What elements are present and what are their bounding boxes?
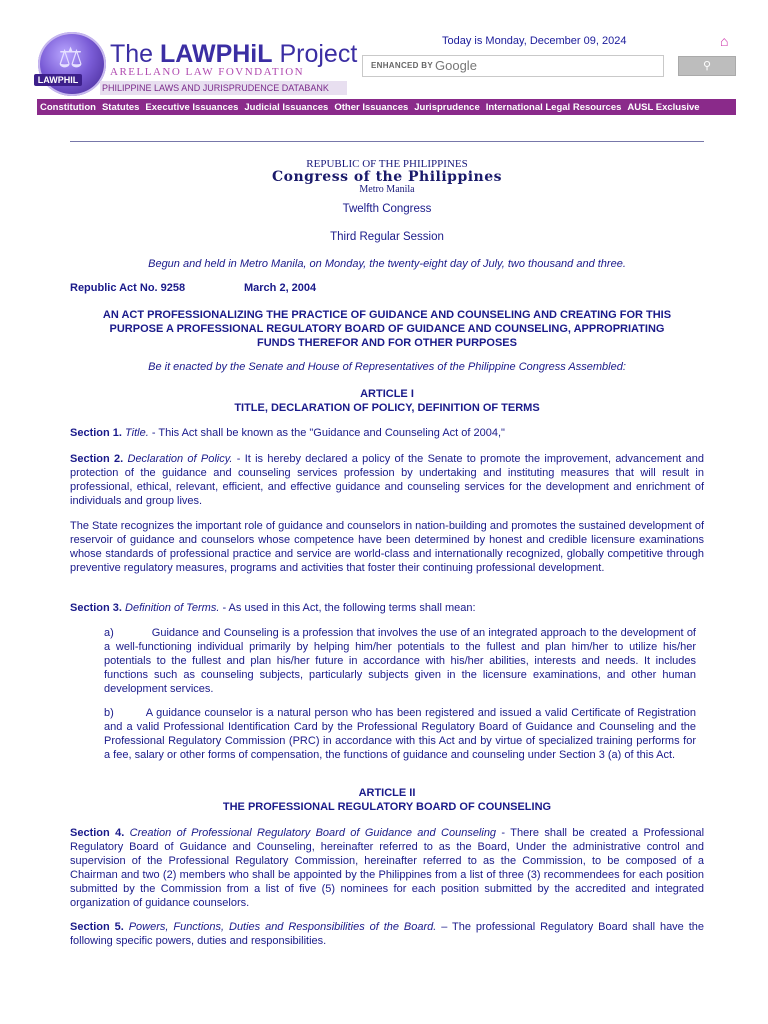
nav-item-statutes[interactable]: Statutes	[101, 101, 140, 113]
section-2	[70, 452, 704, 508]
congress-number: Twelfth Congress	[342, 203, 432, 215]
site-title[interactable]	[110, 40, 357, 68]
section-2-title: Declaration of Policy.	[127, 453, 233, 465]
metro-heading: Metro Manila	[359, 184, 415, 195]
section-1-text: - This Act shall be known as the "Guidance and Counseling Act of 2004,"	[148, 427, 505, 439]
main-nav	[37, 99, 736, 115]
section-3-item-b-text: A guidance counselor is a natural person who has been registered and issued a valid Certificate of Registration and a valid Professional Identification Card by the Professional Regulatory Board of Guidance and Counseling and the Professional Regulatory Commission (PRC) in accordance with this Act and by virtue of specialized training performs for a fee, salary or other forms of compensation, the functions of guidance and counseling under Section 3 (a) of this Act.	[104, 707, 696, 761]
section-1-label: Section 1.	[70, 427, 122, 439]
article-1-title: TITLE, DECLARATION OF POLICY, DEFINITION OF TERMS	[234, 402, 540, 414]
article-2-heading: ARTICLE II	[358, 787, 416, 799]
nav-item-international-legal-resources[interactable]: International Legal Resources	[485, 101, 622, 113]
republic-heading: REPUBLIC OF THE PHILIPPINES	[306, 158, 468, 170]
section-1	[70, 426, 704, 440]
section-2-label: Section 2.	[70, 453, 124, 465]
section-3-label: Section 3.	[70, 602, 122, 614]
section-3-item-b	[104, 706, 696, 762]
section-2-paragraph-2: The State recognizes the important role of guidance and counselors in nation-building and promotes the sustained development of reservoir of guidance and counselors whose competence have been determined by honest and credible licensure examinations whose standards of professional practice and service are world-class and internationally recognized, globally competitive through preventive regulatory measures, programs and activities that foster their continuing professional development.	[70, 520, 704, 574]
article-1-heading: ARTICLE I	[360, 388, 414, 400]
section-4-label: Section 4.	[70, 827, 125, 839]
lawphil-logo[interactable]	[38, 32, 106, 96]
nav-item-jurisprudence[interactable]: Jurisprudence	[414, 101, 480, 113]
search-input[interactable]	[362, 55, 664, 77]
section-1-title: Title.	[125, 427, 149, 439]
enacting-clause: Be it enacted by the Senate and House of Representatives of the Philippine Congress Assembled:	[148, 361, 626, 373]
section-4-title: Creation of Professional Regulatory Board of Guidance and Counseling	[129, 827, 497, 839]
nav-item-executive-issuances[interactable]: Executive Issuances	[145, 101, 239, 113]
divider	[70, 141, 704, 142]
databank-label: PHILIPPINE LAWS AND JURISPRUDENCE DATABANK	[100, 81, 347, 95]
act-title: AN ACT PROFESSIONALIZING THE PRACTICE OF GUIDANCE AND COUNSELING AND CREATING FOR THIS PURPOSE A PROFESSIONAL REGULATORY BOARD OF GUIDANCE AND COUNSELING, APPROPRIATING FUNDS THEREFOR AND FOR OTHER PURPOSES	[102, 309, 672, 349]
section-2-text: - It is hereby declared a policy of the Senate to promote the improvement, advancement and protection of the guidance and counseling services profession by undertaking and instituting measures that will result in professional, ethical, relevant, efficient, and effective guidance and counseling services for the development and enrichment of individuals and group lives.	[70, 453, 704, 507]
foundation-name: ARELLANO LAW FOVNDATION	[110, 66, 305, 78]
republic-act-date: March 2, 2004	[244, 282, 317, 294]
current-date: Today is Monday, December 09, 2024	[442, 35, 627, 47]
section-3-item-a-text: Guidance and Counseling is a profession that involves the use of an integrated approach to the development of a well-functioning individual primarily by helping him/her potentials to the fullest and plan him/her to utilize his/her potentials to the fullest and plan his/her future in accordance with his/her abilities, interests and needs. It includes functions such as counseling subjects, particularly subjects given in the licensure examinations, and other human development services.	[104, 627, 696, 695]
site-title-bold: LAWPHiL	[160, 40, 273, 68]
section-5-text: – The professional Regulatory Board shall have the following specific powers, duties and responsibilities.	[70, 921, 704, 947]
nav-item-ausl-exclusive[interactable]: AUSL Exclusive	[627, 101, 700, 113]
article-2-title: THE PROFESSIONAL REGULATORY BOARD OF COUNSELING	[222, 801, 552, 813]
section-4-text: - There shall be created a Professional Regulatory Board of Guidance and Counseling, hereinafter referred to as the Board, Under the administrative control and supervision of the Professional Regulatory Commission, hereinafter referred to as the Commission, to be composed of a Chairman and two (2) members who shall be appointed by the Philippines from a list of three (3) recommendees for each position submitted by the Commission from a list of five (5) nominees for each position submitted by the accredited and integrated organization of guidance counselors.	[70, 827, 705, 909]
search-enhanced-label: ENHANCED BY	[371, 61, 433, 70]
nav-item-constitution[interactable]: Constitution	[40, 101, 96, 113]
section-4	[70, 826, 704, 910]
section-5-title: Powers, Functions, Duties and Responsibilities of the Board.	[128, 921, 437, 933]
home-icon[interactable]: ⌂	[720, 33, 729, 49]
section-5-label: Section 5.	[70, 921, 124, 933]
congress-heading: Congress of the Philippines	[271, 169, 503, 185]
republic-act-number: Republic Act No. 9258	[70, 282, 186, 294]
search-button[interactable]	[678, 56, 736, 76]
begun-line: Begun and held in Metro Manila, on Monday, the twenty-eight day of July, two thousand and three.	[148, 258, 626, 270]
logo-label: LAWPHIL	[34, 74, 82, 86]
search-icon: ⚲	[703, 60, 712, 72]
section-3	[70, 601, 704, 615]
section-3-item-b-label: b)	[104, 707, 114, 719]
nav-item-other-issuances[interactable]: Other Issuances	[334, 101, 409, 113]
section-3-text: - As used in this Act, the following terms shall mean:	[219, 602, 476, 614]
nav-item-judicial-issuances[interactable]: Judicial Issuances	[244, 101, 329, 113]
section-3-item-a-label: a)	[104, 627, 114, 639]
section-5	[70, 920, 704, 948]
site-title-prefix: The	[110, 40, 161, 68]
search-google-label: Google	[435, 58, 477, 73]
section-3-item-a	[104, 626, 696, 696]
site-title-suffix: Project	[272, 40, 358, 68]
section-3-title: Definition of Terms.	[125, 602, 220, 614]
scales-of-justice-icon: ⚖	[58, 42, 84, 73]
session-label: Third Regular Session	[330, 231, 444, 243]
